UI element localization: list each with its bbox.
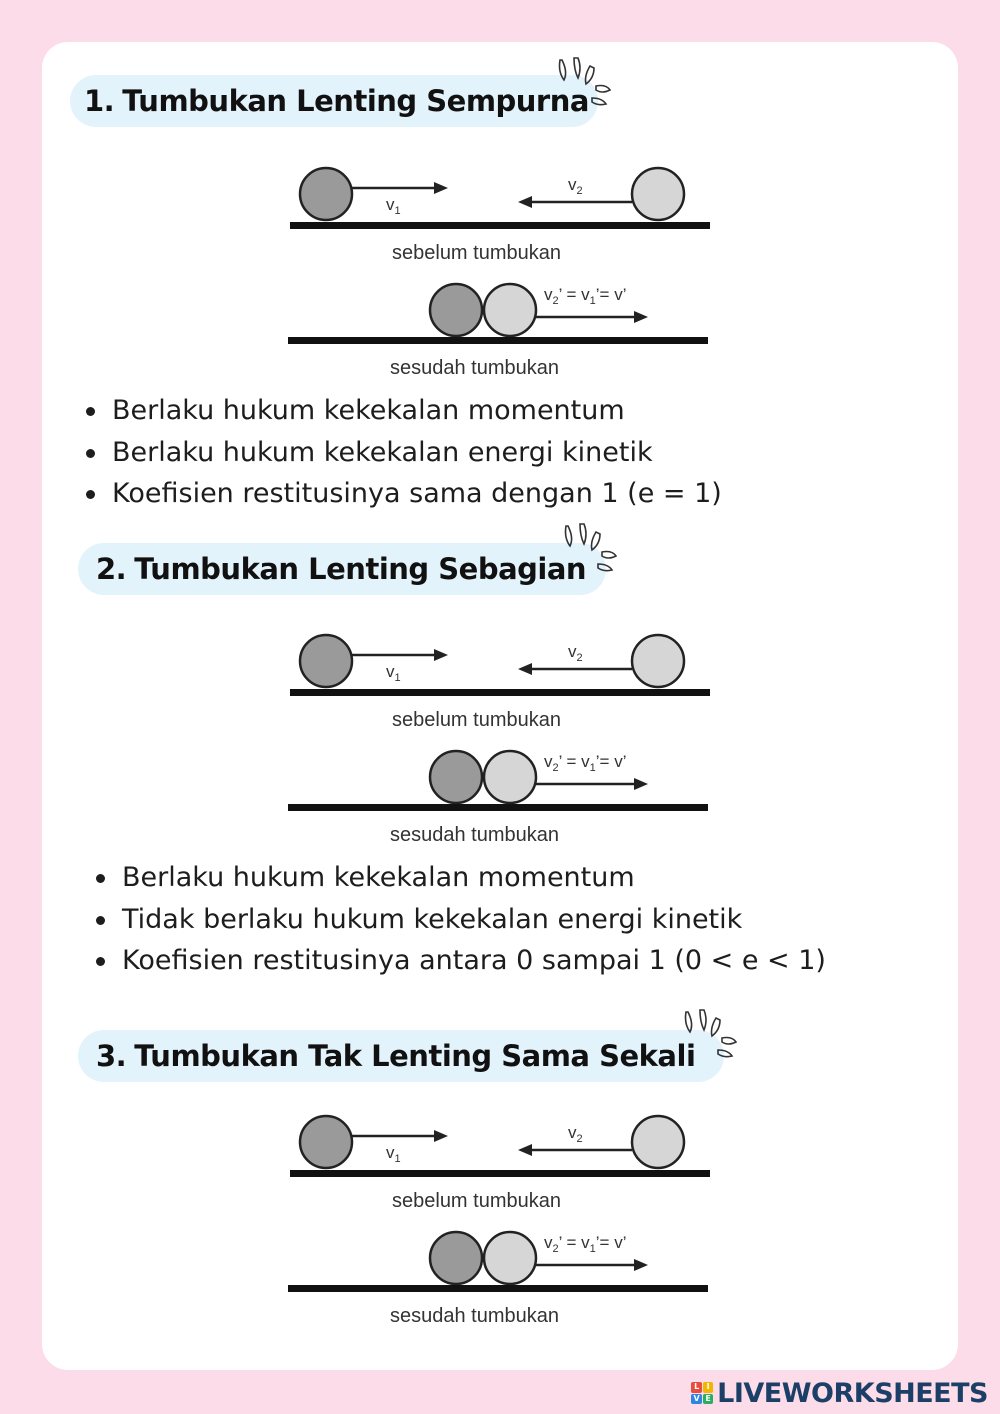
after-caption: sesudah tumbukan	[390, 357, 560, 377]
list-item: Berlaku hukum kekekalan energi kinetik	[82, 432, 722, 474]
before-collision	[290, 1116, 710, 1212]
ball-2-icon	[484, 751, 536, 803]
after-caption: sesudah tumbukan	[390, 1305, 560, 1325]
logo-tile: I	[703, 1382, 714, 1393]
arrow-left-icon	[518, 1144, 532, 1156]
v2-label: $v_2$	[568, 1123, 583, 1145]
brand-text: LIVEWORKSHEETS	[717, 1377, 988, 1409]
collision-diagram-3	[282, 1110, 722, 1325]
section-1-number: 1.	[84, 84, 115, 118]
ball-2-icon	[484, 284, 536, 336]
section-1-bullet-list	[82, 390, 722, 515]
v1-label: $v_1$	[386, 195, 401, 217]
floor-line	[288, 337, 708, 344]
list-item: Berlaku hukum kekekalan momentum	[92, 857, 826, 899]
arrow-right-icon	[434, 649, 448, 661]
ball-1-icon	[300, 168, 352, 220]
section-3-number: 3.	[96, 1039, 127, 1073]
ball-2-icon	[632, 1116, 684, 1168]
arrow-right-icon	[634, 778, 648, 790]
arrow-right-icon	[434, 182, 448, 194]
arrow-right-icon	[634, 311, 648, 323]
floor-line	[288, 1285, 708, 1292]
v1-label: $v_1$	[386, 1143, 401, 1165]
after-collision	[288, 284, 708, 377]
before-collision	[290, 635, 710, 731]
section-2-number: 2.	[96, 552, 127, 586]
arrow-right-icon	[634, 1259, 648, 1271]
after-caption: sesudah tumbukan	[390, 824, 560, 844]
after-velocity-label: $v_2$’ = $v_1’= v$’	[544, 285, 627, 307]
ball-2-icon	[632, 168, 684, 220]
after-velocity-label: $v_2$’ = $v_1’= v$’	[544, 752, 627, 774]
before-caption: sebelum tumbukan	[392, 1190, 561, 1212]
sparkle-icon	[558, 522, 618, 574]
after-collision	[288, 751, 708, 844]
before-caption: sebelum tumbukan	[392, 709, 561, 731]
floor-line	[290, 222, 710, 229]
list-item: Tidak berlaku hukum kekekalan energi kinetik	[92, 899, 826, 941]
section-3-title: Tumbukan Tak Lenting Sama Sekali	[134, 1039, 696, 1073]
section-1-title: Tumbukan Lenting Sempurna	[122, 84, 589, 118]
collision-diagram-1	[282, 162, 722, 377]
v1-label: $v_1$	[386, 662, 401, 684]
floor-line	[290, 1170, 710, 1177]
sparkle-icon	[678, 1008, 738, 1060]
liveworksheets-logo-icon	[691, 1382, 713, 1404]
arrow-left-icon	[518, 663, 532, 675]
section-3-heading	[78, 1030, 724, 1082]
section-1-heading	[70, 75, 598, 127]
sparkle-icon	[552, 56, 612, 108]
arrow-left-icon	[518, 196, 532, 208]
section-2-heading	[78, 543, 606, 595]
list-item: Berlaku hukum kekekalan momentum	[82, 390, 722, 432]
logo-tile: V	[691, 1394, 702, 1405]
ball-1-icon	[430, 284, 482, 336]
ball-1-icon	[430, 1232, 482, 1284]
section-2-bullet-list	[92, 857, 826, 982]
before-caption: sebelum tumbukan	[392, 242, 561, 264]
ball-1-icon	[300, 1116, 352, 1168]
after-velocity-label: $v_2$’ = $v_1’= v$’	[544, 1233, 627, 1255]
ball-2-icon	[632, 635, 684, 687]
v2-label: $v_2$	[568, 642, 583, 664]
floor-line	[288, 804, 708, 811]
section-2-title: Tumbukan Lenting Sebagian	[134, 552, 587, 586]
list-item: Koefisien restitusinya sama dengan 1 (e = 1)	[82, 473, 722, 515]
floor-line	[290, 689, 710, 696]
arrow-right-icon	[434, 1130, 448, 1142]
v2-label: $v_2$	[568, 175, 583, 197]
list-item: Koefisien restitusinya antara 0 sampai 1 (0 < e < 1)	[92, 940, 826, 982]
ball-2-icon	[484, 1232, 536, 1284]
liveworksheets-brand[interactable]	[691, 1376, 988, 1410]
collision-diagram-2	[282, 629, 722, 844]
logo-tile: L	[691, 1382, 702, 1393]
before-collision	[290, 168, 710, 264]
ball-1-icon	[430, 751, 482, 803]
logo-tile: E	[703, 1394, 714, 1405]
after-collision	[288, 1232, 708, 1325]
ball-1-icon	[300, 635, 352, 687]
